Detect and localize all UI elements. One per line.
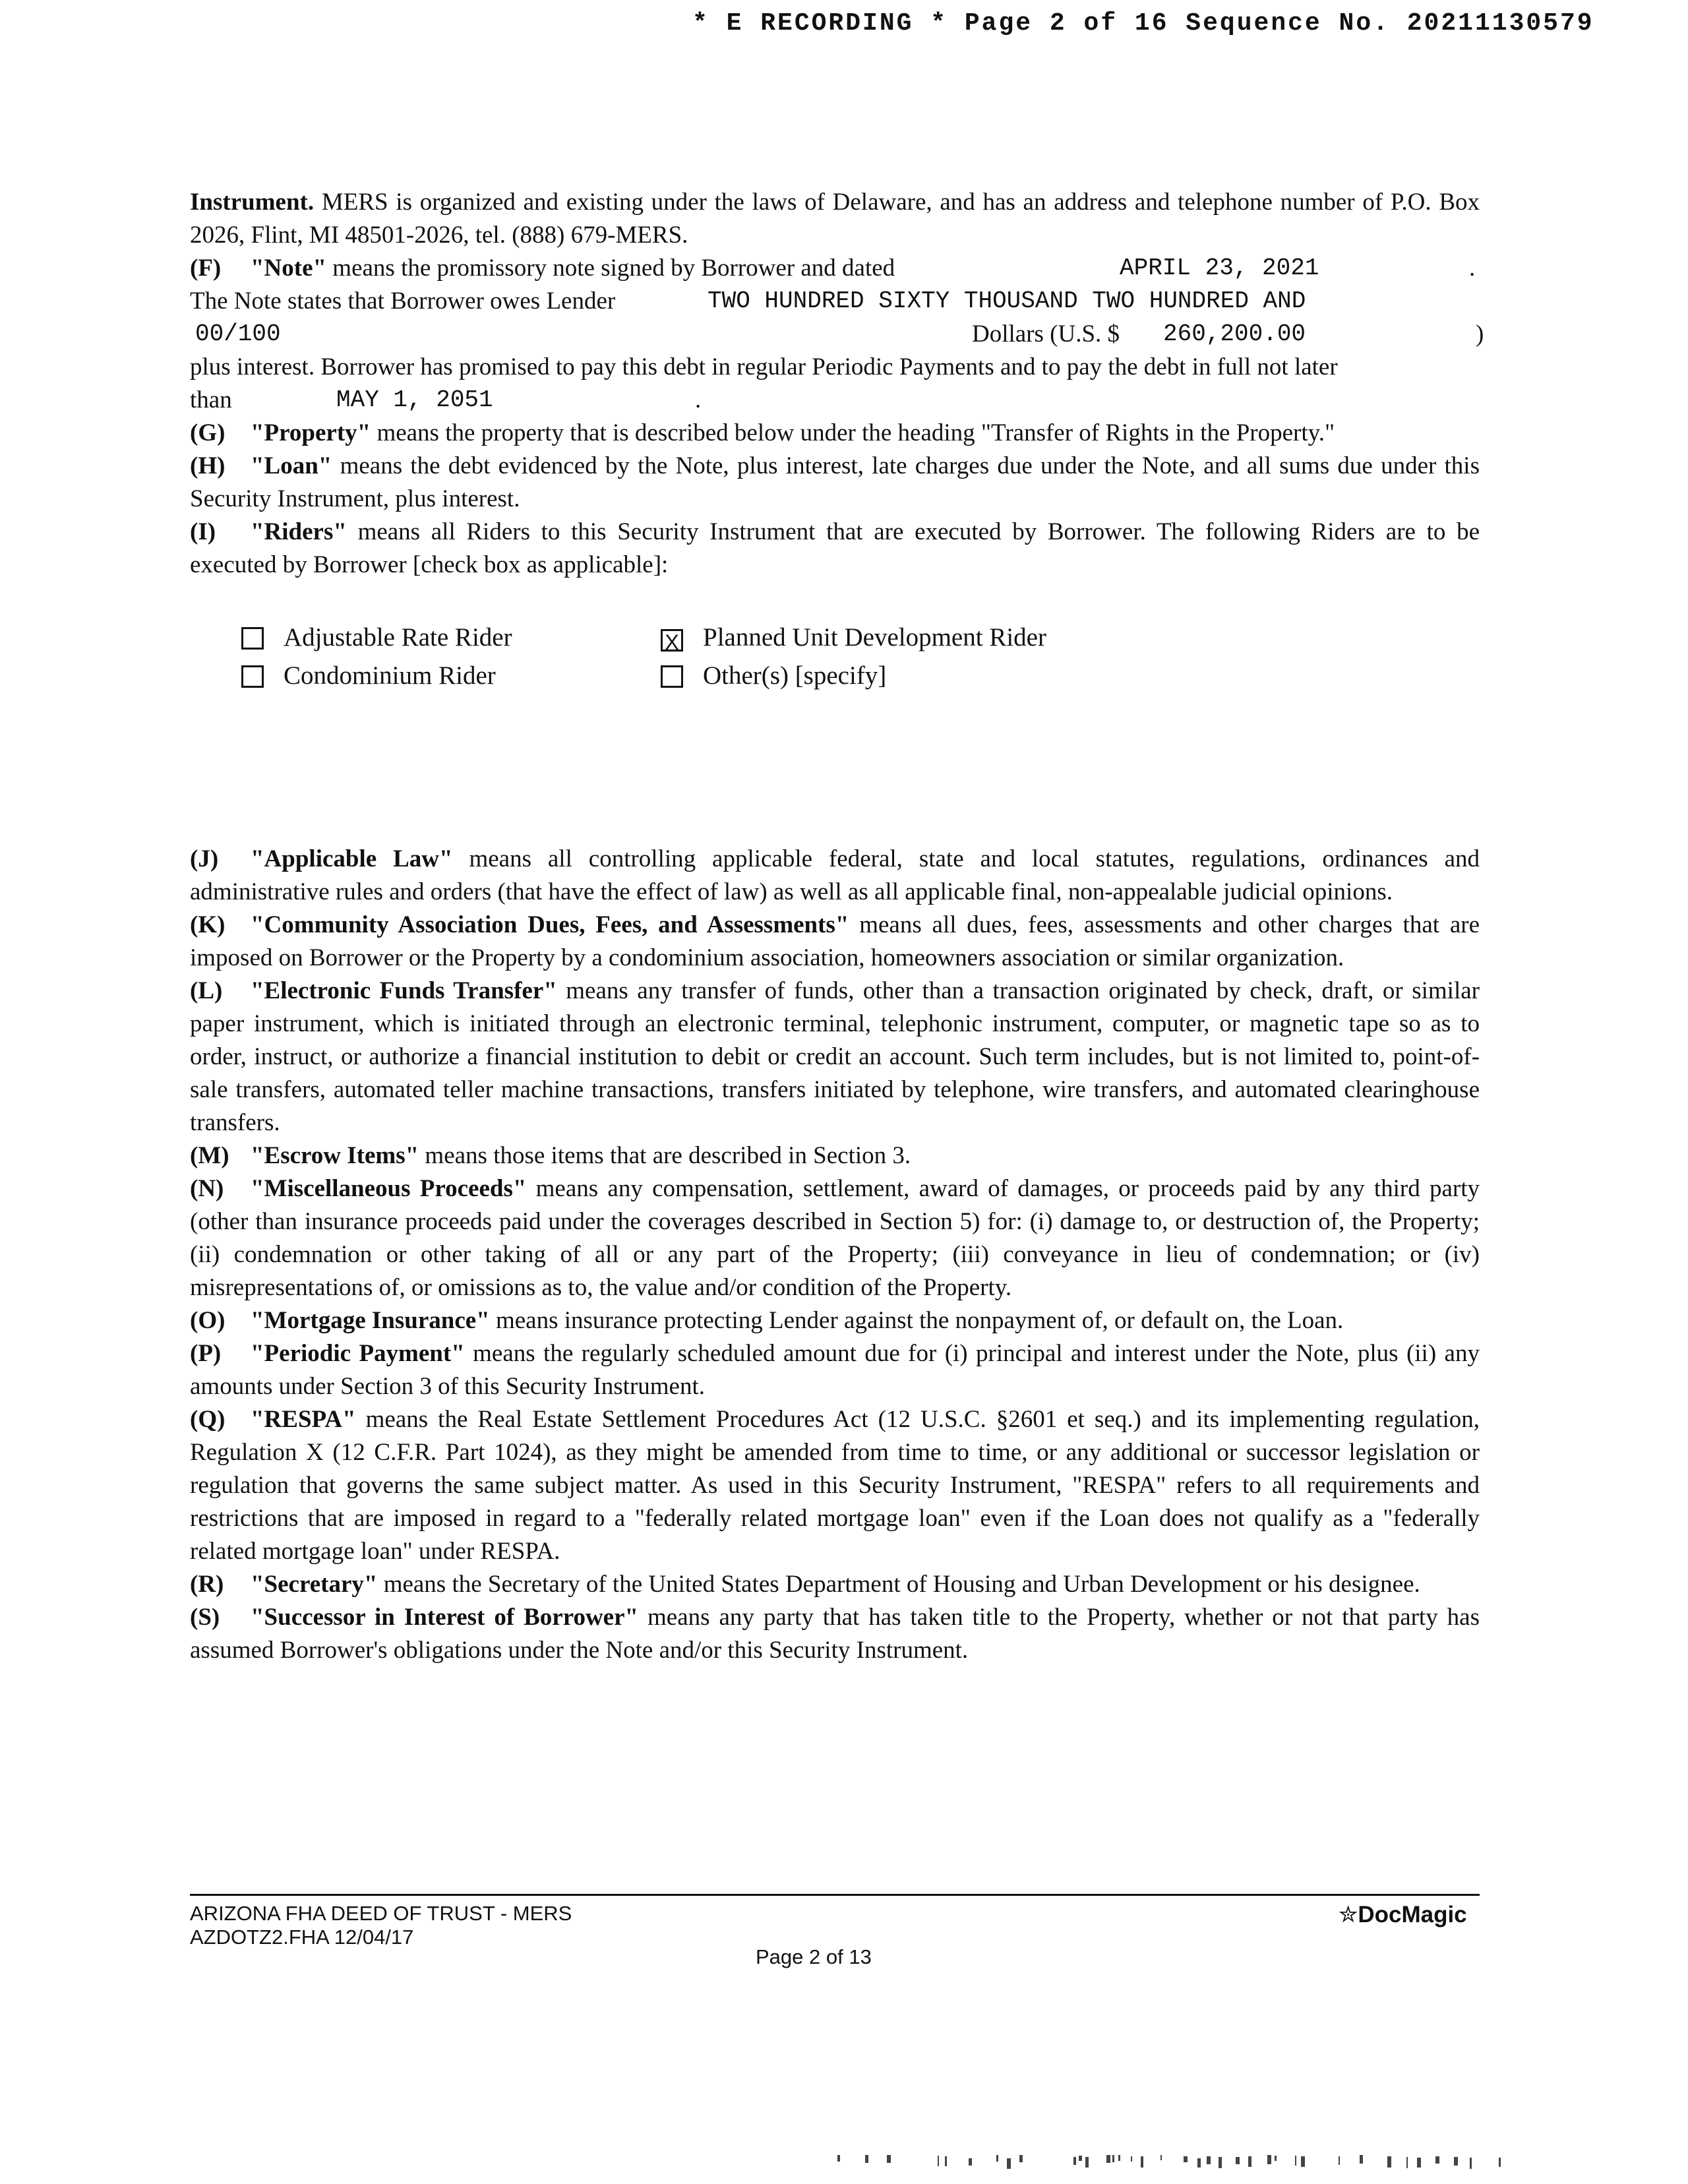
def-term: "Electronic Funds Transfer" [251, 977, 557, 1004]
def-term: "Loan" [251, 452, 332, 479]
barcode-tick [1248, 2156, 1251, 2167]
def-label: (S) [190, 1604, 220, 1631]
barcode-tick [1236, 2157, 1240, 2164]
brand-name: DocMagic [1358, 1902, 1467, 1927]
note-close-paren: ) [1476, 320, 1484, 348]
barcode-tick [1118, 2155, 1120, 2161]
barcode-tick [1499, 2158, 1501, 2167]
rider-checkbox[interactable] [241, 627, 264, 650]
note-amount-words: TWO HUNDRED SIXTY THOUSAND TWO HUNDRED AND [708, 288, 1306, 315]
definition-secretary [190, 1568, 1480, 1601]
star-icon: ✮ [1339, 1902, 1358, 1927]
def-term: "Property" [251, 419, 371, 446]
barcode-tick [1360, 2155, 1363, 2164]
form-title: ARIZONA FHA DEED OF TRUST - MERS [190, 1902, 572, 1925]
note-maturity-line [190, 384, 1480, 417]
def-label: (M) [190, 1142, 229, 1169]
def-term: "Note" [251, 255, 327, 282]
definition-applicable-law [190, 843, 1480, 909]
barcode-tick [1184, 2156, 1188, 2162]
barcode-tick [1406, 2157, 1408, 2168]
barcode-tick [1275, 2156, 1277, 2161]
def-term: "Community Association Dues, Fees, and Assessments" [251, 911, 849, 938]
note-payment-text: plus interest. Borrower has promised to pay this debt in regular Periodic Payments and to pay the debt in full not later [190, 353, 1338, 380]
note-dollars-text: Dollars (U.S. $ [972, 320, 1120, 348]
def-text: means the Real Estate Settlement Procedures Act (12 U.S.C. §2601 et seq.) and its implementing regulation, Regulation X (12 C.F.R. Part 1024), as they might be amended from time to time, or any additional or successor legislation or regulation that governs the same subject matter. As used in this Security Instrument, "RESPA" refers to all requirements and restrictions that are imposed in regard to a "federally related mortgage loan" even if the Loan does not qualify as a "federally related mortgage loan" under RESPA. [190, 1406, 1480, 1565]
barcode-tick [1007, 2158, 1011, 2169]
def-label: (O) [190, 1307, 226, 1334]
recording-stamp: * E RECORDING * Page 2 of 16 Sequence No. 20211130579 [692, 9, 1594, 38]
def-label: (P) [190, 1340, 222, 1367]
def-term: "Applicable Law" [251, 845, 453, 872]
def-text: means all Riders to this Security Instrument that are executed by Borrower. The following Riders are to be executed by Borrower [check box as applicable]: [190, 518, 1480, 578]
def-text: means the Secretary of the United States Department of Housing and Urban Development or his designee. [377, 1571, 1420, 1598]
rider-checkbox[interactable] [661, 665, 683, 688]
intro-text: MERS is organized and existing under the laws of Delaware, and has an address and telephone number of P.O. Box 2026, Flint, MI 48501-2026, tel. (888) 679-MERS. [190, 189, 1480, 249]
rider-label: Condominium Rider [284, 661, 496, 690]
barcode-tick [945, 2156, 947, 2166]
definition-miscellaneous-proceeds [190, 1172, 1480, 1304]
barcode-tick [1454, 2157, 1458, 2166]
definitions-upper [190, 186, 1484, 582]
note-definition-line [190, 252, 1480, 285]
def-text: means the property that is described below under the heading "Transfer of Rights in the Property." [371, 419, 1335, 446]
definition-escrow-items [190, 1139, 1480, 1172]
definitions-lower [190, 843, 1480, 1667]
docmagic-logo [1339, 1902, 1467, 1928]
barcode-tick [996, 2155, 998, 2162]
note-maturity-date: MAY 1, 2051 [336, 386, 493, 413]
page-number: Page 2 of 13 [756, 1945, 872, 1968]
definition-electronic-funds-transfer [190, 975, 1480, 1139]
def-term: "Successor in Interest of Borrower" [251, 1604, 639, 1631]
barcode-tick [1267, 2155, 1271, 2164]
note-date: APRIL 23, 2021 [1120, 255, 1319, 282]
definition-periodic-payment [190, 1337, 1480, 1403]
barcode-tick [1106, 2155, 1110, 2163]
definition-loan [190, 450, 1480, 516]
definition-riders [190, 516, 1480, 582]
barcode-tick [1019, 2155, 1023, 2162]
note-owes-line [190, 285, 1480, 318]
intro-lead: Instrument. [190, 189, 315, 216]
note-date-period: . [1469, 255, 1476, 282]
rider-label: Planned Unit Development Rider [703, 623, 1046, 652]
def-text: means any compensation, settlement, award of damages, or proceeds paid by any third party (other than insurance proceeds paid under the coverages described in Section 5) for: (i) damage to, or destruction of, the Property; (ii) condemnation or other taking of all or any part of the Property; (iii) conveyance in lieu of condemnation; or (iv) misrepresentations of, or omissions as to, the value and/or condition of the Property. [190, 1175, 1480, 1301]
barcode-tick [865, 2155, 868, 2163]
barcode-tick [1131, 2156, 1132, 2162]
rider-condominium [241, 657, 496, 695]
barcode-tick [1197, 2158, 1201, 2168]
def-text: means all controlling applicable federal, state and local statutes, regulations, ordinances and administrative rules and orders (that have the effect of law) as well as all applicable final, non-appealable judicial opinions. [190, 845, 1480, 905]
barcode-tick [1207, 2156, 1211, 2164]
note-amount-line [190, 318, 1484, 351]
def-label: (J) [190, 845, 219, 872]
note-amount-words-cont: 00/100 [195, 320, 281, 348]
barcode-tick [1301, 2156, 1305, 2167]
def-label: (L) [190, 977, 223, 1004]
def-term: "Mortgage Insurance" [251, 1307, 490, 1334]
def-text: means insurance protecting Lender against the nonpayment of, or default on, the Loan. [489, 1307, 1344, 1334]
rider-adjustable-rate [241, 619, 512, 657]
rider-label: Adjustable Rate Rider [284, 623, 512, 652]
rider-label: Other(s) [specify] [703, 661, 887, 690]
barcode-tick [1470, 2158, 1472, 2169]
footer-rule [190, 1894, 1480, 1896]
scan-barcode-marks [837, 2155, 1510, 2167]
def-text: means any party that has taken title to the Property, whether or not that party has assumed Borrower's obligations under the Note and/or this Security Instrument. [190, 1604, 1480, 1664]
def-term: "Secretary" [251, 1571, 378, 1598]
def-label: (G) [190, 419, 226, 446]
def-label: (R) [190, 1571, 224, 1598]
def-label: (F) [190, 255, 222, 282]
def-text: means the debt evidenced by the Note, plus interest, late charges due under the Note, and all sums due under this Security Instrument, plus interest. [190, 452, 1480, 512]
definition-mortgage-insurance [190, 1304, 1480, 1337]
barcode-tick [1079, 2156, 1082, 2161]
note-owes-text: The Note states that Borrower owes Lender [190, 288, 616, 315]
barcode-tick [887, 2155, 891, 2163]
def-label: (N) [190, 1175, 224, 1202]
barcode-tick [1339, 2156, 1340, 2165]
barcode-tick [1387, 2156, 1391, 2168]
barcode-tick [1160, 2155, 1162, 2160]
barcode-tick [1435, 2156, 1439, 2164]
barcode-tick [837, 2155, 840, 2162]
def-term: "Periodic Payment" [251, 1340, 465, 1367]
rider-checkbox[interactable]: X [661, 629, 683, 652]
def-term: "Escrow Items" [251, 1142, 419, 1169]
def-term: "Riders" [251, 518, 347, 545]
def-term: "RESPA" [251, 1406, 356, 1433]
def-label: (K) [190, 911, 226, 938]
def-text: means any transfer of funds, other than a transaction originated by check, draft, or similar paper instrument, which is initiated through an electronic terminal, telephonic instrument, computer, or magnetic tape so as to order, instruct, or authorize a financial institution to debit or credit an account. Such term includes, but is not limited to, point-of-sale transfers, automated teller machine transactions, transfers initiated by telephone, wire transfers, and automated clearinghouse transfers. [190, 977, 1480, 1136]
def-text: means those items that are described in Section 3. [419, 1142, 911, 1169]
barcode-tick [1112, 2155, 1114, 2162]
def-label: (H) [190, 452, 226, 479]
barcode-tick [938, 2156, 939, 2166]
def-label: (I) [190, 518, 216, 545]
def-text: means the regularly scheduled amount due for (i) principal and interest under the Note, plus (ii) any amounts under Section 3 of this Security Instrument. [190, 1340, 1480, 1400]
barcode-tick [969, 2158, 972, 2166]
def-text: means all dues, fees, assessments and other charges that are imposed on Borrower or the Property by a condominium association, homeowners association or similar organization. [190, 911, 1480, 971]
def-term: "Miscellaneous Proceeds" [251, 1175, 527, 1202]
note-maturity-period: . [695, 386, 702, 413]
definition-property [190, 417, 1480, 450]
rider-other [661, 657, 886, 695]
form-code: AZDOTZ2.FHA 12/04/17 [190, 1926, 414, 1949]
rider-planned-unit-development [661, 619, 1046, 657]
barcode-tick [1141, 2156, 1143, 2168]
def-label: (Q) [190, 1406, 226, 1433]
note-amount: 260,200.00 [1163, 320, 1306, 348]
barcode-tick [1085, 2157, 1089, 2168]
barcode-tick [1295, 2156, 1296, 2166]
rider-checkbox[interactable] [241, 665, 264, 688]
definition-community-association-dues [190, 909, 1480, 975]
barcode-tick [1417, 2158, 1421, 2168]
intro-paragraph [190, 186, 1480, 252]
definition-successor-in-interest [190, 1601, 1480, 1667]
barcode-tick [1073, 2157, 1076, 2165]
note-than: than [190, 386, 232, 413]
barcode-tick [1219, 2157, 1222, 2168]
definition-respa [190, 1403, 1480, 1568]
def-text: means the promissory note signed by Borrower and dated [326, 255, 895, 282]
